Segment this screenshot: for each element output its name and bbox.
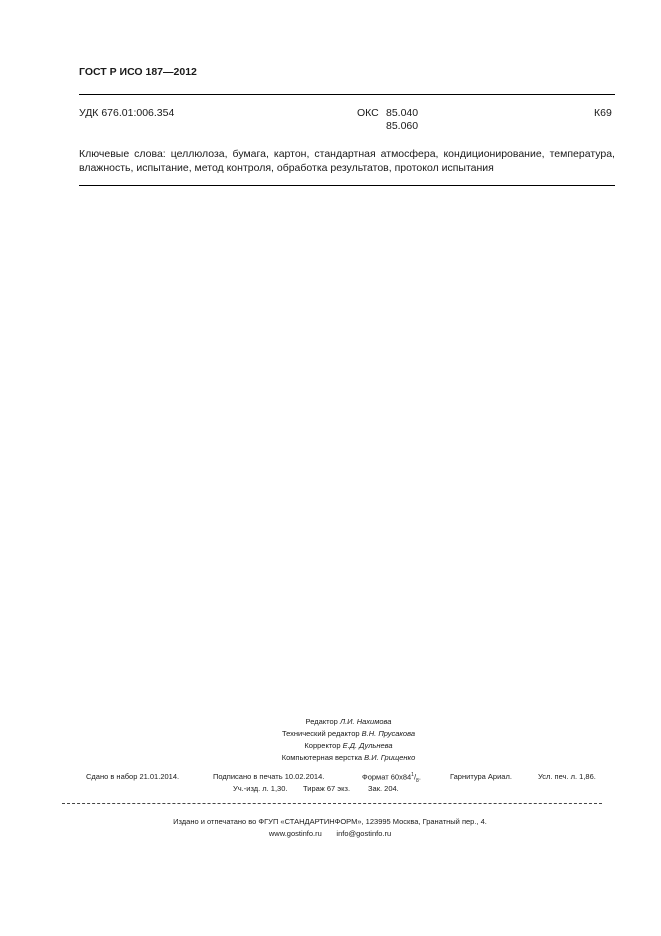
publisher-website: www.gostinfo.ru [268, 829, 322, 838]
publisher-email: info@gostinfo.ru [336, 829, 392, 838]
format-numerator: 1 [411, 772, 414, 778]
credits-block [200, 716, 497, 764]
credit-proofreader [200, 740, 497, 752]
format-suffix: . [418, 772, 421, 782]
print-signed: Подписано в печать 10.02.2014. [213, 772, 325, 781]
credit-editor [200, 716, 497, 728]
dashed-divider [62, 803, 602, 804]
print-order: Зак. 204. [368, 784, 399, 793]
print-format: Формат $60х84^1/_8$. [362, 772, 421, 784]
publisher-contacts [100, 829, 560, 838]
keywords-text: целлюлоза, бумага, картон, стандартная атмосфера, кондиционирование, температура, влажность, испытание, метод контроля, обработка результатов, протокол испытания [79, 148, 615, 174]
oks-code-2: 85.060 [386, 120, 419, 132]
credit-name: В.Н. Прусакова [361, 729, 416, 738]
format-denominator: 8 [416, 778, 419, 784]
credit-name: Е.Д. Дульнева [342, 741, 393, 750]
keywords-label: Ключевые слова: [79, 148, 166, 160]
print-typeface: Гарнитура Ариал. [450, 772, 512, 781]
print-edit-sheets: Уч.-изд. л. 1,30. [233, 784, 288, 793]
document-header-title: ГОСТ Р ИСО 187—2012 [79, 66, 197, 78]
credit-role: Корректор [304, 741, 341, 750]
k-code: К69 [594, 107, 612, 119]
udk-code: УДК 676.01:006.354 [79, 107, 175, 119]
print-sheets: Усл. печ. л. 1,86. [538, 772, 596, 781]
credit-role: Компьютерная верстка [281, 753, 363, 762]
credit-tech-editor [200, 728, 497, 740]
print-submitted: Сдано в набор 21.01.2014. [86, 772, 180, 781]
keywords-paragraph [79, 147, 615, 175]
keywords-rule [79, 185, 615, 186]
header-rule [79, 94, 615, 95]
credit-layout [200, 752, 497, 764]
format-prefix: Формат 60х84 [362, 772, 412, 782]
credit-role: Технический редактор [281, 729, 360, 738]
oks-label: ОКС [357, 107, 379, 119]
publisher-line: Издано и отпечатано во ФГУП «СТАНДАРТИНФОРМ», 123995 Москва, Гранатный пер., 4. [173, 817, 487, 826]
credit-name: В.И. Грищенко [364, 753, 416, 762]
credit-name: Л.И. Нахимова [339, 717, 392, 726]
print-circulation: Тираж 67 экз. [303, 784, 351, 793]
oks-code-1: 85.040 [386, 107, 419, 119]
credit-role: Редактор [305, 717, 338, 726]
